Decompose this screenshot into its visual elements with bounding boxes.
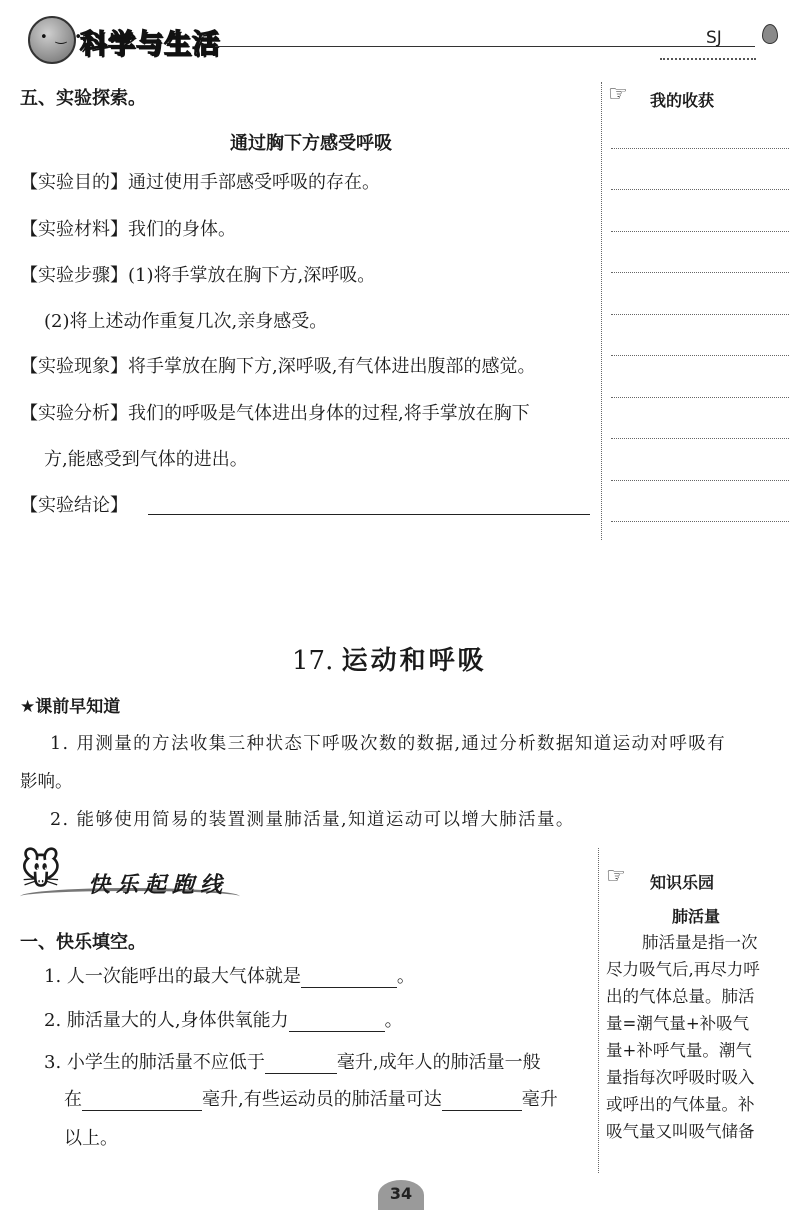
q1-text: 1. 人一次能呼出的最大气体就是 bbox=[44, 966, 301, 987]
experiment-title: 通过胸下方感受呼吸 bbox=[230, 133, 392, 154]
note-line[interactable] bbox=[611, 438, 789, 439]
q3-part6: 以上。 bbox=[64, 1128, 118, 1149]
experiment-phenomenon bbox=[20, 356, 535, 378]
materials-text: 我们的身体。 bbox=[128, 219, 236, 240]
header-code: SJ bbox=[706, 28, 722, 48]
phenomenon-text: 将手掌放在胸下方,深呼吸,有气体进出腹部的感觉。 bbox=[128, 356, 536, 377]
gains-title: 我的收获 bbox=[650, 91, 715, 110]
lesson-title: 运动和呼吸 bbox=[341, 646, 487, 676]
q2-text: 2. 肺活量大的人,身体供氧能力 bbox=[44, 1010, 289, 1031]
q3-answer-blank-3[interactable] bbox=[442, 1092, 522, 1111]
q2-end: 。 bbox=[384, 1010, 403, 1031]
conclusion-label: 【实验结论】 bbox=[20, 495, 128, 516]
page-number: 34 bbox=[378, 1180, 424, 1210]
mouse-mascot-icon: 🐭 bbox=[20, 848, 62, 894]
knowledge-line-4: 量=潮气量+补吸气 bbox=[606, 1014, 750, 1033]
q1-end: 。 bbox=[396, 966, 415, 987]
conclusion-answer-line[interactable] bbox=[148, 514, 590, 515]
q3-answer-blank-1[interactable] bbox=[265, 1055, 337, 1074]
banner-title: 快乐起跑线 bbox=[88, 873, 229, 898]
note-line[interactable] bbox=[611, 314, 789, 315]
pointing-hand-icon: ☞ bbox=[606, 864, 626, 889]
note-line[interactable] bbox=[611, 355, 789, 356]
knowledge-line-2: 尽力吸气后,再尽力呼 bbox=[606, 960, 760, 979]
section-heading-experiment: 五、实验探索。 bbox=[20, 88, 146, 109]
preview-point-1-line1: 1. 用测量的方法收集三种状态下呼吸次数的数据,通过分析数据知道运动对呼吸有 bbox=[50, 734, 727, 754]
question-3-line2 bbox=[64, 1089, 558, 1111]
phenomenon-label: 【实验现象】 bbox=[20, 356, 128, 377]
sidebar-divider bbox=[601, 82, 602, 540]
q3-part3: 在 bbox=[64, 1089, 82, 1110]
experiment-analysis bbox=[20, 403, 530, 425]
preview-point-1-line2: 影响。 bbox=[20, 772, 73, 792]
analysis-text-line2: 方,能感受到气体的进出。 bbox=[44, 449, 248, 470]
step-1: (1)将手掌放在胸下方,深呼吸。 bbox=[128, 265, 376, 286]
q3-part2: 毫升,成年人的肺活量一般 bbox=[336, 1052, 541, 1073]
knowledge-line-6: 量指每次呼吸时吸入 bbox=[606, 1068, 755, 1087]
header-rule bbox=[215, 46, 755, 47]
q1-answer-blank[interactable] bbox=[301, 969, 397, 988]
pointing-hand-icon: ☞ bbox=[608, 82, 628, 107]
experiment-conclusion bbox=[20, 495, 128, 517]
steps-label: 【实验步骤】 bbox=[20, 265, 128, 286]
note-line[interactable] bbox=[611, 148, 789, 149]
header-dotted-rule bbox=[660, 50, 756, 60]
note-line[interactable] bbox=[611, 231, 789, 232]
q3-part1: 3. 小学生的肺活量不应低于 bbox=[44, 1052, 265, 1073]
sidebar-divider-2 bbox=[598, 848, 599, 1173]
purpose-text: 通过使用手部感受呼吸的存在。 bbox=[128, 172, 380, 193]
q3-part4: 毫升,有些运动员的肺活量可达 bbox=[202, 1089, 442, 1110]
materials-label: 【实验材料】 bbox=[20, 219, 128, 240]
knowledge-line-1: 肺活量是指一次 bbox=[642, 933, 758, 952]
lesson-number: 17. bbox=[292, 646, 334, 676]
q3-answer-blank-2[interactable] bbox=[82, 1092, 202, 1111]
knowledge-line-7: 或呼出的气体量。补 bbox=[606, 1095, 755, 1114]
knowledge-title: 知识乐园 bbox=[650, 873, 715, 892]
question-2 bbox=[44, 1010, 403, 1032]
knowledge-line-8: 吸气量又叫吸气储备 bbox=[606, 1122, 755, 1141]
mascot-face-icon: • ‿ • bbox=[40, 30, 85, 45]
preview-point-2: 2. 能够使用简易的装置测量肺活量,知道运动可以增大肺活量。 bbox=[50, 810, 575, 830]
knowledge-body bbox=[606, 929, 796, 1145]
header-title: 科学与生活 bbox=[80, 29, 220, 60]
note-line[interactable] bbox=[611, 397, 789, 398]
lesson-heading bbox=[292, 640, 487, 677]
question-1 bbox=[44, 966, 415, 988]
note-line[interactable] bbox=[611, 521, 789, 522]
note-line[interactable] bbox=[611, 480, 789, 481]
analysis-text-line1: 我们的呼吸是气体进出身体的过程,将手掌放在胸下 bbox=[128, 403, 530, 424]
knowledge-line-3: 出的气体总量。肺活 bbox=[606, 987, 755, 1006]
note-line[interactable] bbox=[611, 189, 789, 190]
preview-label: ★课前早知道 bbox=[20, 697, 121, 717]
experiment-purpose bbox=[20, 172, 380, 194]
knowledge-subtitle: 肺活量 bbox=[672, 907, 721, 926]
knowledge-line-5: 量+补呼气量。潮气 bbox=[606, 1041, 752, 1060]
q2-answer-blank[interactable] bbox=[289, 1013, 385, 1032]
analysis-label: 【实验分析】 bbox=[20, 403, 128, 424]
droplet-icon bbox=[762, 24, 778, 44]
purpose-label: 【实验目的】 bbox=[20, 172, 128, 193]
experiment-materials bbox=[20, 219, 236, 241]
experiment-steps bbox=[20, 265, 375, 287]
section-heading-fill: 一、快乐填空。 bbox=[20, 932, 146, 953]
step-2: (2)将上述动作重复几次,亲身感受。 bbox=[44, 311, 328, 332]
q3-part5: 毫升 bbox=[521, 1089, 558, 1110]
question-3-line1 bbox=[44, 1052, 541, 1074]
note-line[interactable] bbox=[611, 272, 789, 273]
